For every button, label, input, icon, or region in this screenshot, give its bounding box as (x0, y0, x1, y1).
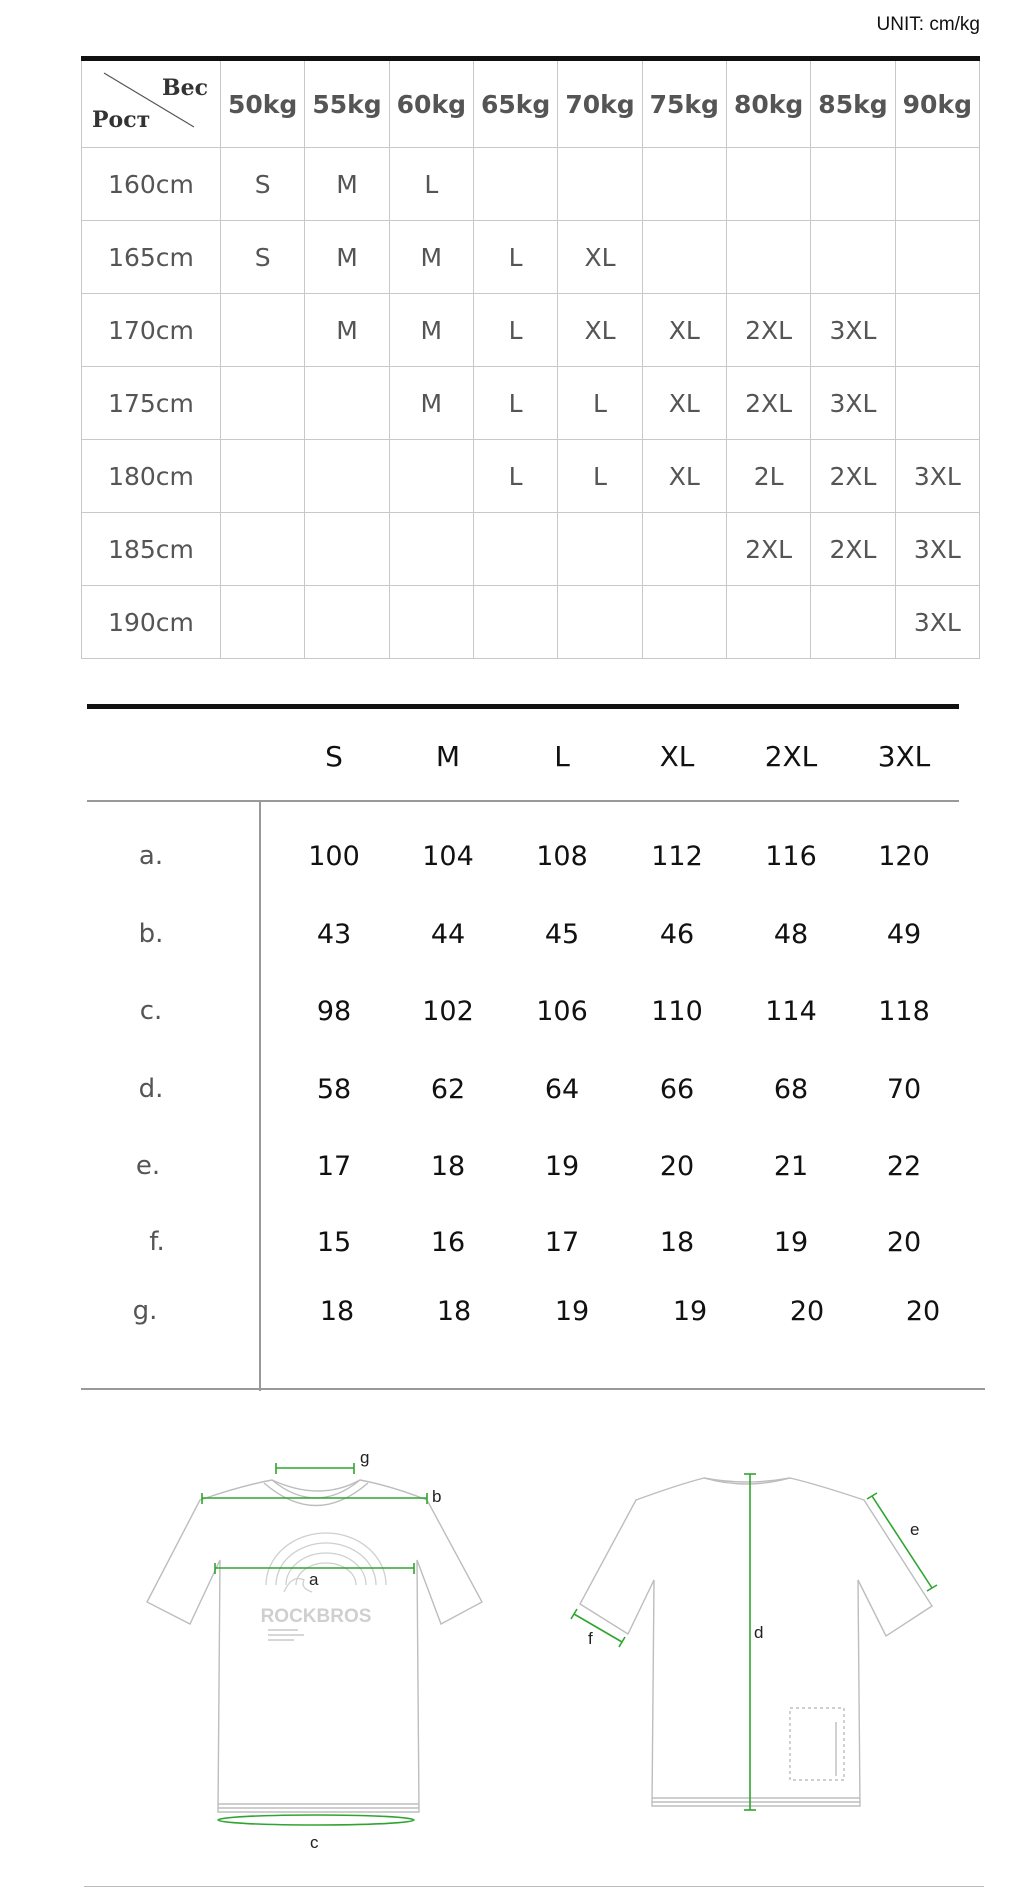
measurement-value: 70 (886, 1074, 922, 1105)
size-cell: L (473, 221, 557, 294)
measurement-value: 106 (536, 996, 588, 1027)
size-cell: 2XL (726, 367, 810, 440)
size-cell (726, 221, 810, 294)
size-cell (221, 367, 305, 440)
back-measure-lines (571, 1474, 937, 1810)
size-column-header: S (325, 740, 343, 773)
measurement-label: a. (138, 841, 164, 871)
size-cell: M (389, 294, 473, 367)
size-cell (558, 586, 642, 659)
measurement-value: 20 (659, 1151, 695, 1182)
height-row-label: 170cm (82, 294, 221, 367)
size-cell (642, 586, 726, 659)
brand-logo-graphic (266, 1533, 386, 1592)
size-cell: 3XL (895, 513, 979, 586)
measurement-value: 120 (878, 841, 930, 872)
measurement-label: c. (139, 996, 163, 1026)
height-row-label: 165cm (82, 221, 221, 294)
size-cell (221, 440, 305, 513)
measurement-value: 66 (659, 1074, 695, 1105)
size-by-height-weight-table (81, 56, 980, 659)
measurement-row (81, 1227, 985, 1267)
label-f: f (588, 1629, 593, 1648)
size-cell (558, 148, 642, 221)
label-d: d (754, 1623, 764, 1642)
size-cell: XL (558, 221, 642, 294)
header-divider (87, 800, 959, 802)
height-row-label: 160cm (82, 148, 221, 221)
size-cell: L (558, 440, 642, 513)
size-cell: S (221, 148, 305, 221)
size-column-header: XL (659, 740, 695, 773)
measurement-row (81, 1074, 985, 1114)
weight-header-55kg: 55kg (305, 59, 389, 148)
size-cell: M (389, 367, 473, 440)
size-cell (895, 221, 979, 294)
measurement-value: 110 (651, 996, 703, 1027)
size-column-header: 3XL (877, 740, 931, 773)
label-c: c (310, 1833, 319, 1852)
measurement-value: 15 (316, 1227, 352, 1258)
measurement-value: 98 (316, 996, 352, 1027)
size-cell: 3XL (811, 294, 895, 367)
measure-line-e (872, 1496, 932, 1588)
measure-line-c (218, 1815, 414, 1825)
size-cell: 2XL (726, 294, 810, 367)
measurement-value: 22 (886, 1151, 922, 1182)
size-cell (811, 586, 895, 659)
measurement-label: f. (149, 1227, 165, 1257)
size-cell: 2XL (811, 513, 895, 586)
height-row-label: 190cm (82, 586, 221, 659)
measure-line-f (574, 1614, 622, 1642)
size-cell: 3XL (895, 440, 979, 513)
measurement-value: 64 (544, 1074, 580, 1105)
size-cell (642, 221, 726, 294)
measurement-value: 18 (430, 1151, 466, 1182)
back-tshirt-outline (580, 1478, 932, 1806)
size-cell: M (305, 148, 389, 221)
logo-small-print (268, 1629, 304, 1641)
size-cell (473, 586, 557, 659)
measurement-row (81, 1296, 985, 1336)
height-axis-label: Рост (92, 107, 151, 133)
measurement-label: e. (135, 1151, 161, 1181)
size-cell (221, 586, 305, 659)
size-cell (726, 586, 810, 659)
measurement-value: 68 (773, 1074, 809, 1105)
table-row (82, 221, 980, 294)
measurement-value: 114 (765, 996, 817, 1027)
brand-logo-text: ROCKBROS (260, 1606, 372, 1627)
measurement-value: 43 (316, 919, 352, 950)
table-row (82, 148, 980, 221)
size-cell: XL (642, 294, 726, 367)
measurement-value: 21 (773, 1151, 809, 1182)
measurement-value: 18 (436, 1296, 472, 1327)
measurement-value: 19 (773, 1227, 809, 1258)
size-cell (642, 148, 726, 221)
label-e: e (910, 1520, 920, 1539)
size-cell (811, 148, 895, 221)
weight-header-50kg: 50kg (221, 59, 305, 148)
size-table-body (82, 148, 980, 659)
table-row (82, 586, 980, 659)
weight-header-row (82, 59, 980, 148)
measurement-value: 46 (659, 919, 695, 950)
size-column-header: 2XL (764, 740, 818, 773)
size-cell (305, 440, 389, 513)
size-cell: 3XL (895, 586, 979, 659)
size-cell (811, 221, 895, 294)
measurement-label: b. (138, 919, 164, 949)
page-bottom-rule (84, 1886, 984, 1887)
height-row-label: 175cm (82, 367, 221, 440)
measurement-value: 20 (789, 1296, 825, 1327)
tshirt-measurement-diagram (0, 1420, 1024, 1894)
weight-header-85kg: 85kg (811, 59, 895, 148)
table-corner-cell (82, 59, 221, 148)
measurement-value: 17 (544, 1227, 580, 1258)
measurement-label: g. (132, 1296, 158, 1326)
measurement-value: 20 (886, 1227, 922, 1258)
size-cell (473, 148, 557, 221)
weight-header-80kg: 80kg (726, 59, 810, 148)
measurement-value: 45 (544, 919, 580, 950)
size-cell: M (389, 221, 473, 294)
size-cell (726, 148, 810, 221)
measurement-value: 19 (544, 1151, 580, 1182)
measurement-value: 18 (659, 1227, 695, 1258)
measurement-value: 44 (430, 919, 466, 950)
measurement-value: 62 (430, 1074, 466, 1105)
measurement-row (81, 841, 985, 881)
table-bottom-rule (81, 1388, 985, 1390)
size-cell: L (389, 148, 473, 221)
measurement-label: d. (138, 1074, 164, 1104)
measurement-value: 19 (672, 1296, 708, 1327)
measurement-value: 118 (878, 996, 930, 1027)
size-cell: XL (642, 440, 726, 513)
measurement-value: 102 (422, 996, 474, 1027)
weight-header-90kg: 90kg (895, 59, 979, 148)
size-cell (221, 294, 305, 367)
measurement-row (81, 919, 985, 959)
measurement-table (81, 704, 985, 1390)
measurement-value: 116 (765, 841, 817, 872)
size-cell (389, 586, 473, 659)
size-column-header: M (435, 740, 461, 773)
weight-header-70kg: 70kg (558, 59, 642, 148)
measurement-row (81, 996, 985, 1036)
size-cell (642, 513, 726, 586)
table-row (82, 294, 980, 367)
measurement-value: 48 (773, 919, 809, 950)
size-cell (895, 148, 979, 221)
weight-axis-label: Вес (162, 75, 208, 101)
size-cell: L (473, 367, 557, 440)
weight-header-65kg: 65kg (473, 59, 557, 148)
size-cell: 2XL (811, 440, 895, 513)
table-row (82, 440, 980, 513)
weight-header-75kg: 75kg (642, 59, 726, 148)
size-cell: 3XL (811, 367, 895, 440)
label-g: g (360, 1448, 370, 1467)
label-a: a (309, 1570, 319, 1589)
size-cell (305, 513, 389, 586)
size-cell: L (473, 294, 557, 367)
size-cell: M (305, 294, 389, 367)
size-cell (305, 367, 389, 440)
size-cell: 2L (726, 440, 810, 513)
measurement-value: 19 (554, 1296, 590, 1327)
size-cell: L (558, 367, 642, 440)
measurement-value: 100 (308, 841, 360, 872)
size-cell (221, 513, 305, 586)
table-row (82, 513, 980, 586)
measurement-row (81, 1151, 985, 1191)
weight-header-60kg: 60kg (389, 59, 473, 148)
size-cell (895, 367, 979, 440)
size-cell: M (305, 221, 389, 294)
measurement-value: 58 (316, 1074, 352, 1105)
size-cell: 2XL (726, 513, 810, 586)
height-row-label: 180cm (82, 440, 221, 513)
size-column-header: L (554, 740, 570, 773)
table-row (82, 367, 980, 440)
unit-label: UNIT: cm/kg (876, 14, 980, 35)
size-cell: S (221, 221, 305, 294)
measurement-value: 49 (886, 919, 922, 950)
measurement-value: 17 (316, 1151, 352, 1182)
height-row-label: 185cm (82, 513, 221, 586)
front-tshirt-outline (147, 1480, 482, 1812)
front-measure-lines (202, 1463, 427, 1825)
size-cell: L (473, 440, 557, 513)
label-b: b (432, 1487, 442, 1506)
size-cell (473, 513, 557, 586)
size-cell (895, 294, 979, 367)
size-cell (389, 440, 473, 513)
size-cell (558, 513, 642, 586)
measurement-value: 18 (319, 1296, 355, 1327)
table-top-rule (87, 704, 959, 709)
size-cell: XL (558, 294, 642, 367)
size-cell (305, 586, 389, 659)
measurement-value: 112 (651, 841, 703, 872)
measurement-value: 16 (430, 1227, 466, 1258)
size-cell (389, 513, 473, 586)
size-cell: XL (642, 367, 726, 440)
measurement-value: 104 (422, 841, 474, 872)
measurement-value: 20 (905, 1296, 941, 1327)
measurement-value: 108 (536, 841, 588, 872)
